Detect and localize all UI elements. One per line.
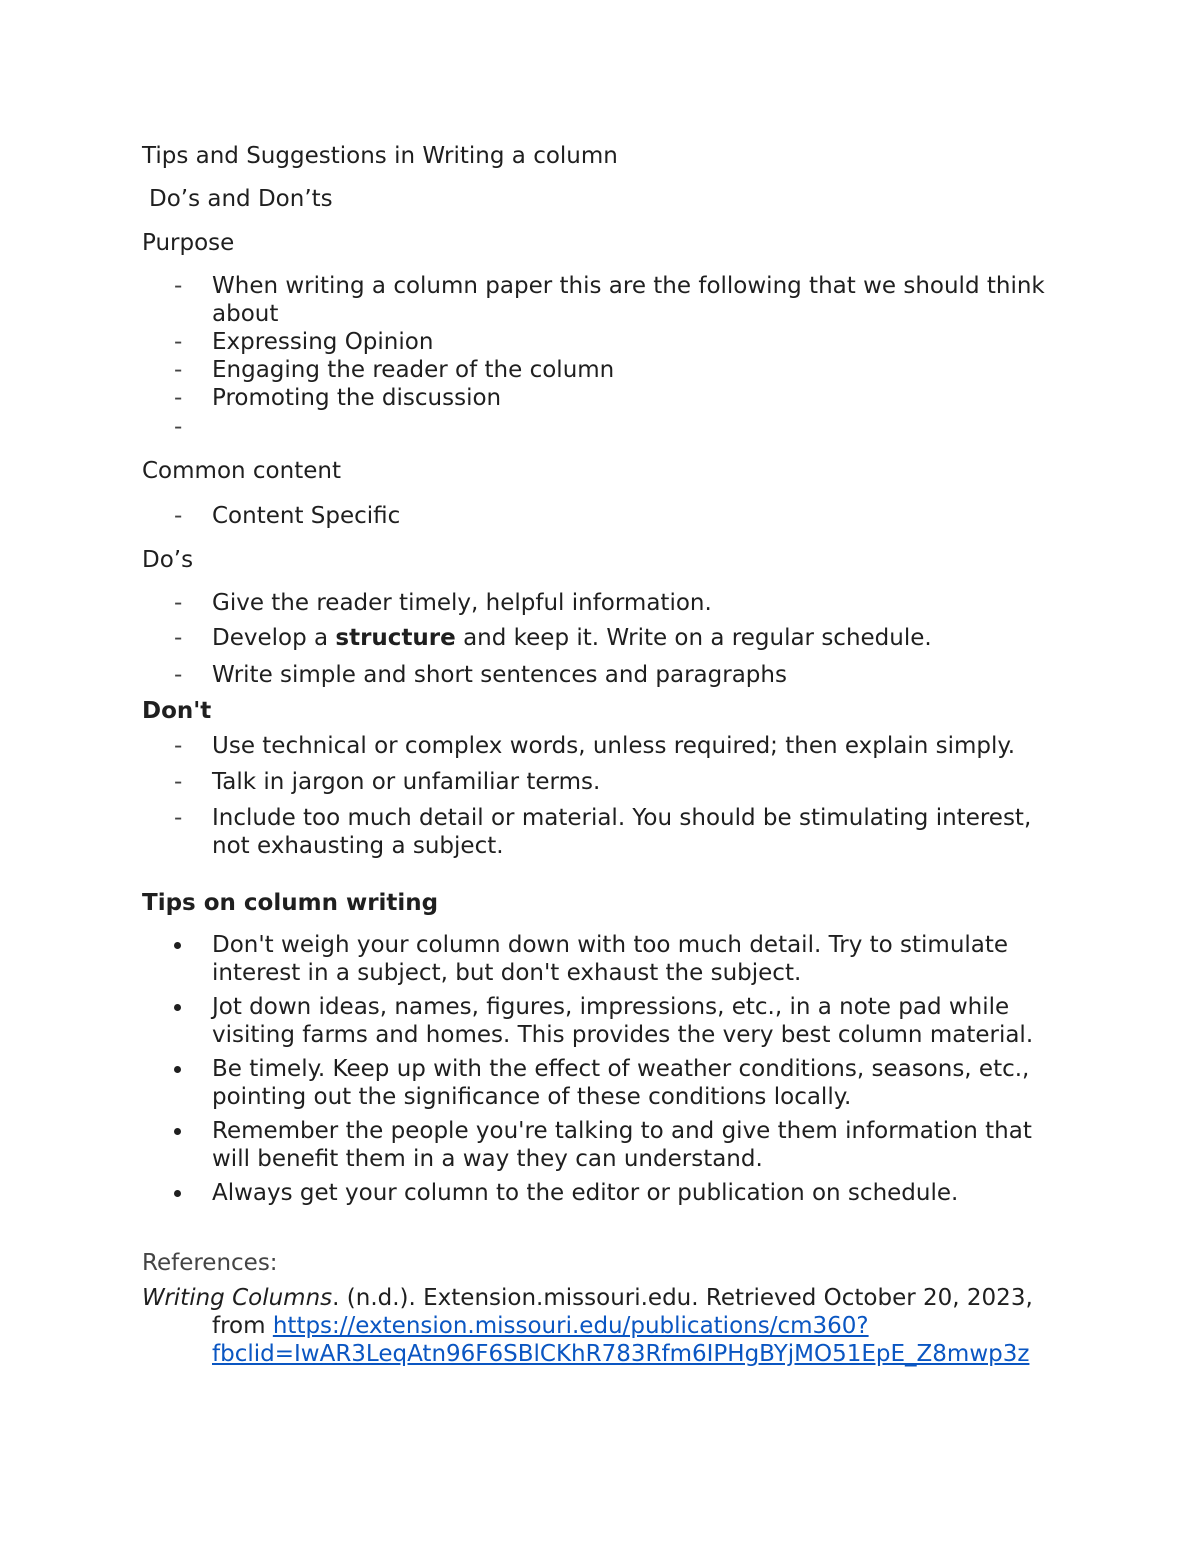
- bullet-icon: [174, 1190, 181, 1197]
- reference-url-line: [212, 1340, 1029, 1368]
- dash-marker: -: [174, 273, 183, 299]
- list-item: [142, 931, 1072, 987]
- reference-url-line: [212, 1312, 869, 1340]
- bullet-icon: [174, 1004, 181, 1011]
- dos-item-text: Give the reader timely, helpful information.: [212, 590, 712, 616]
- reference-work-title: Writing Columns: [142, 1285, 333, 1311]
- common-content-heading: Common content: [142, 458, 341, 484]
- document-title: Tips and Suggestions in Writing a column: [142, 143, 618, 169]
- list-item: [142, 624, 1072, 652]
- list-item: [142, 384, 1072, 412]
- dash-marker: -: [174, 805, 183, 831]
- list-item: [142, 1117, 1072, 1173]
- list-item: [142, 356, 1072, 384]
- list-item: [142, 768, 1072, 796]
- tips-item-text: Jot down ideas, names, figures, impressions, etc., in a note pad while visiting farms and homes. This provides the very best column material.: [212, 994, 1034, 1048]
- dash-marker: -: [174, 385, 183, 411]
- donts-item-text: Use technical or complex words, unless required; then explain simply.: [212, 733, 1016, 759]
- dash-marker: -: [174, 329, 183, 355]
- dash-marker: -: [174, 590, 183, 616]
- dos-item-bold-word: structure: [335, 625, 456, 651]
- purpose-heading: Purpose: [142, 230, 235, 256]
- dos-item-text-post: and keep it. Write on a regular schedule.: [455, 625, 932, 651]
- dash-marker: -: [174, 357, 183, 383]
- dash-marker: -: [174, 769, 183, 795]
- reference-link[interactable]: https://extension.missouri.edu/publications/cm360?: [272, 1313, 869, 1339]
- list-item: [142, 661, 1072, 689]
- list-item: [142, 1179, 1072, 1207]
- dash-marker: -: [174, 503, 183, 529]
- tips-heading: Tips on column writing: [142, 890, 439, 916]
- donts-item-text: Talk in jargon or unfamiliar terms.: [212, 769, 601, 795]
- purpose-item-text: Expressing Opinion: [212, 329, 434, 355]
- dos-heading: Do’s: [142, 547, 194, 573]
- bullet-icon: [174, 1066, 181, 1073]
- bullet-icon: [174, 942, 181, 949]
- list-item: [142, 804, 1072, 860]
- reference-from-label: from: [212, 1313, 273, 1339]
- dos-item-text: Write simple and short sentences and paragraphs: [212, 662, 787, 688]
- tips-item-text: Don't weigh your column down with too much detail. Try to stimulate interest in a subject, but don't exhaust the subject.: [212, 932, 1009, 986]
- list-item: [142, 502, 1072, 530]
- list-item: [142, 272, 1072, 328]
- tips-item-text: Remember the people you're talking to and give them information that will benefit them in a way they can understand.: [212, 1118, 1032, 1172]
- common-content-item-text: Content Specific: [212, 503, 401, 529]
- dash-marker: -: [174, 733, 183, 759]
- dash-marker: -: [174, 625, 183, 651]
- list-item: [142, 993, 1072, 1049]
- document-subtitle: Do’s and Don’ts: [149, 186, 333, 212]
- list-item: [142, 1055, 1072, 1111]
- donts-item-text: Include too much detail or material. You should be stimulating interest, not exhausting a subject.: [212, 805, 1032, 859]
- donts-heading: Don't: [142, 698, 212, 724]
- purpose-item-text: Promoting the discussion: [212, 385, 502, 411]
- list-item: [142, 732, 1072, 760]
- tips-item-text: Be timely. Keep up with the effect of weather conditions, seasons, etc., pointing out the significance of these conditions locally.: [212, 1056, 1030, 1110]
- dash-marker: -: [174, 414, 183, 440]
- references-heading: References:: [142, 1250, 278, 1276]
- tips-item-text: Always get your column to the editor or publication on schedule.: [212, 1180, 959, 1206]
- dash-marker: -: [174, 662, 183, 688]
- bullet-icon: [174, 1128, 181, 1135]
- reference-citation: [142, 1284, 1033, 1312]
- reference-citation-rest: . (n.d.). Extension.missouri.edu. Retrieved October 20, 2023,: [332, 1285, 1033, 1311]
- purpose-item-text: When writing a column paper this are the following that we should think about: [212, 273, 1045, 327]
- purpose-item-text: Engaging the reader of the column: [212, 357, 615, 383]
- list-item: [142, 328, 1072, 356]
- dos-item-text: [212, 624, 1072, 652]
- list-item: [142, 589, 1072, 617]
- reference-link-continued[interactable]: fbclid=IwAR3LeqAtn96F6SBlCKhR783Rfm6IPHgBYjMO51EpE_Z8mwp3z: [212, 1341, 1030, 1367]
- dos-item-text-pre: Develop a: [212, 625, 336, 651]
